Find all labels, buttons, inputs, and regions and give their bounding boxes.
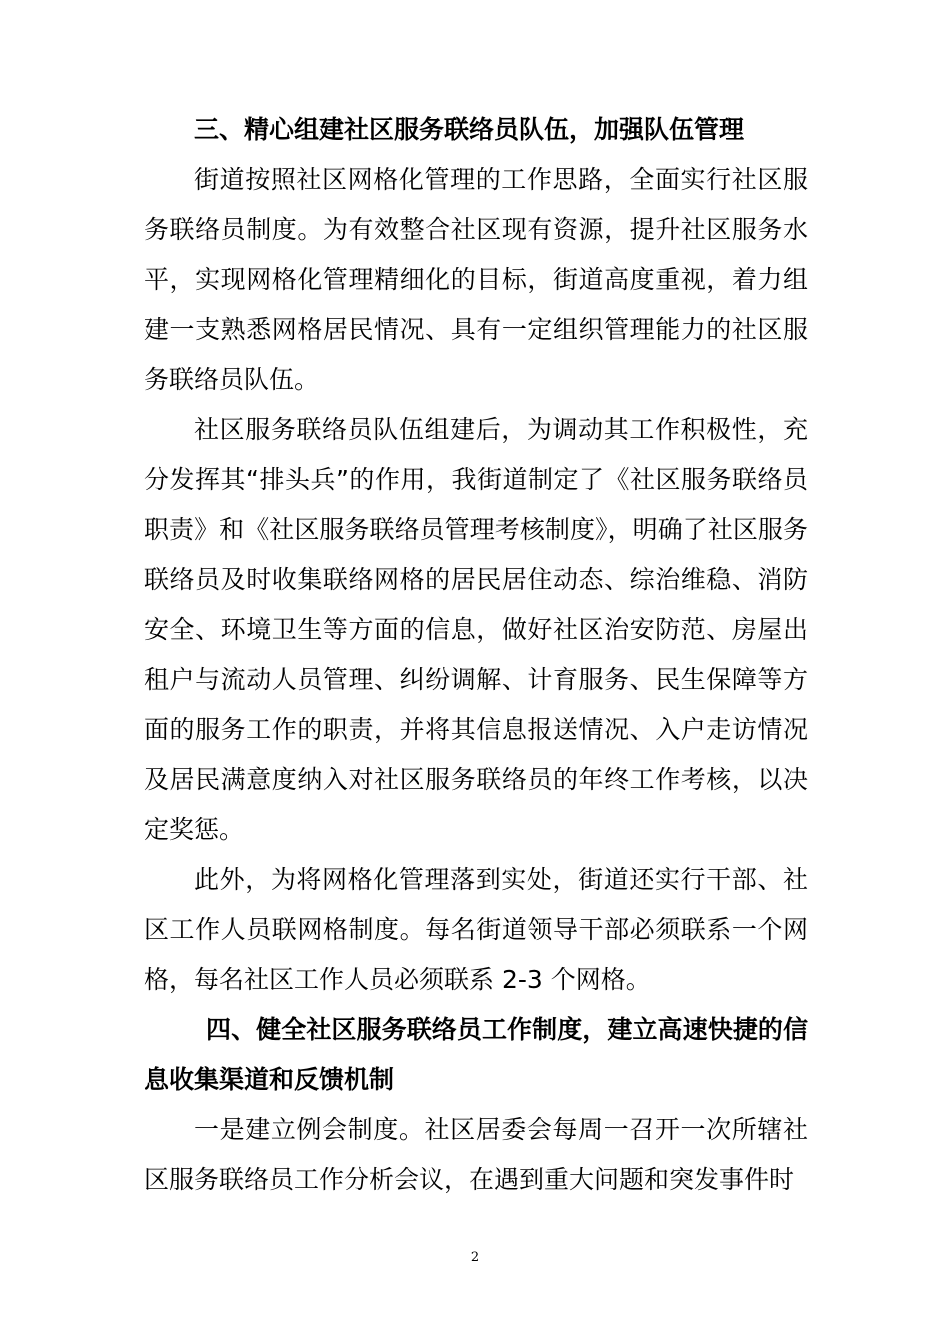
paragraph-1: 街道按照社区网格化管理的工作思路，全面实行社区服务联络员制度。为有效整合社区现有资源，提升社区服务水平，实现网格化管理精细化的目标，街道高度重视，着力组建一支熟悉网格居民情况、具有一定组织管理能力的社区服务联络员队伍。 xyxy=(144,165,808,394)
document-body xyxy=(144,105,808,1205)
page-number: 2 xyxy=(470,1250,480,1265)
paragraph-4: 一是建立例会制度。社区居委会每周一召开一次所辖社区服务联络员工作分析会议，在遇到重大问题和突发事件时 xyxy=(144,1115,808,1194)
paragraph-3: 此外，为将网格化管理落到实处，街道还实行干部、社区工作人员联网格制度。每名街道领导干部必须联系一个网格，每名社区工作人员必须联系 2-3 个网格。 xyxy=(144,865,808,994)
section-heading-3: 三、精心组建社区服务联络员队伍，加强队伍管理 xyxy=(194,115,745,144)
section-heading-4: 四、健全社区服务联络员工作制度，建立高速快捷的信息收集渠道和反馈机制 xyxy=(144,1015,808,1094)
paragraph-2: 社区服务联络员队伍组建后，为调动其工作积极性，充分发挥其“排头兵”的作用，我街道制定了《社区服务联络员职责》和《社区服务联络员管理考核制度》，明确了社区服务联络员及时收集联络网格的居民居住动态、综治维稳、消防安全、环境卫生等方面的信息，做好社区治安防范、房屋出租户与流动人员管理、纠纷调解、计育服务、民生保障等方面的服务工作的职责，并将其信息报送情况、入户走访情况及居民满意度纳入对社区服务联络员的年终工作考核，以决定奖惩。 xyxy=(144,415,808,844)
